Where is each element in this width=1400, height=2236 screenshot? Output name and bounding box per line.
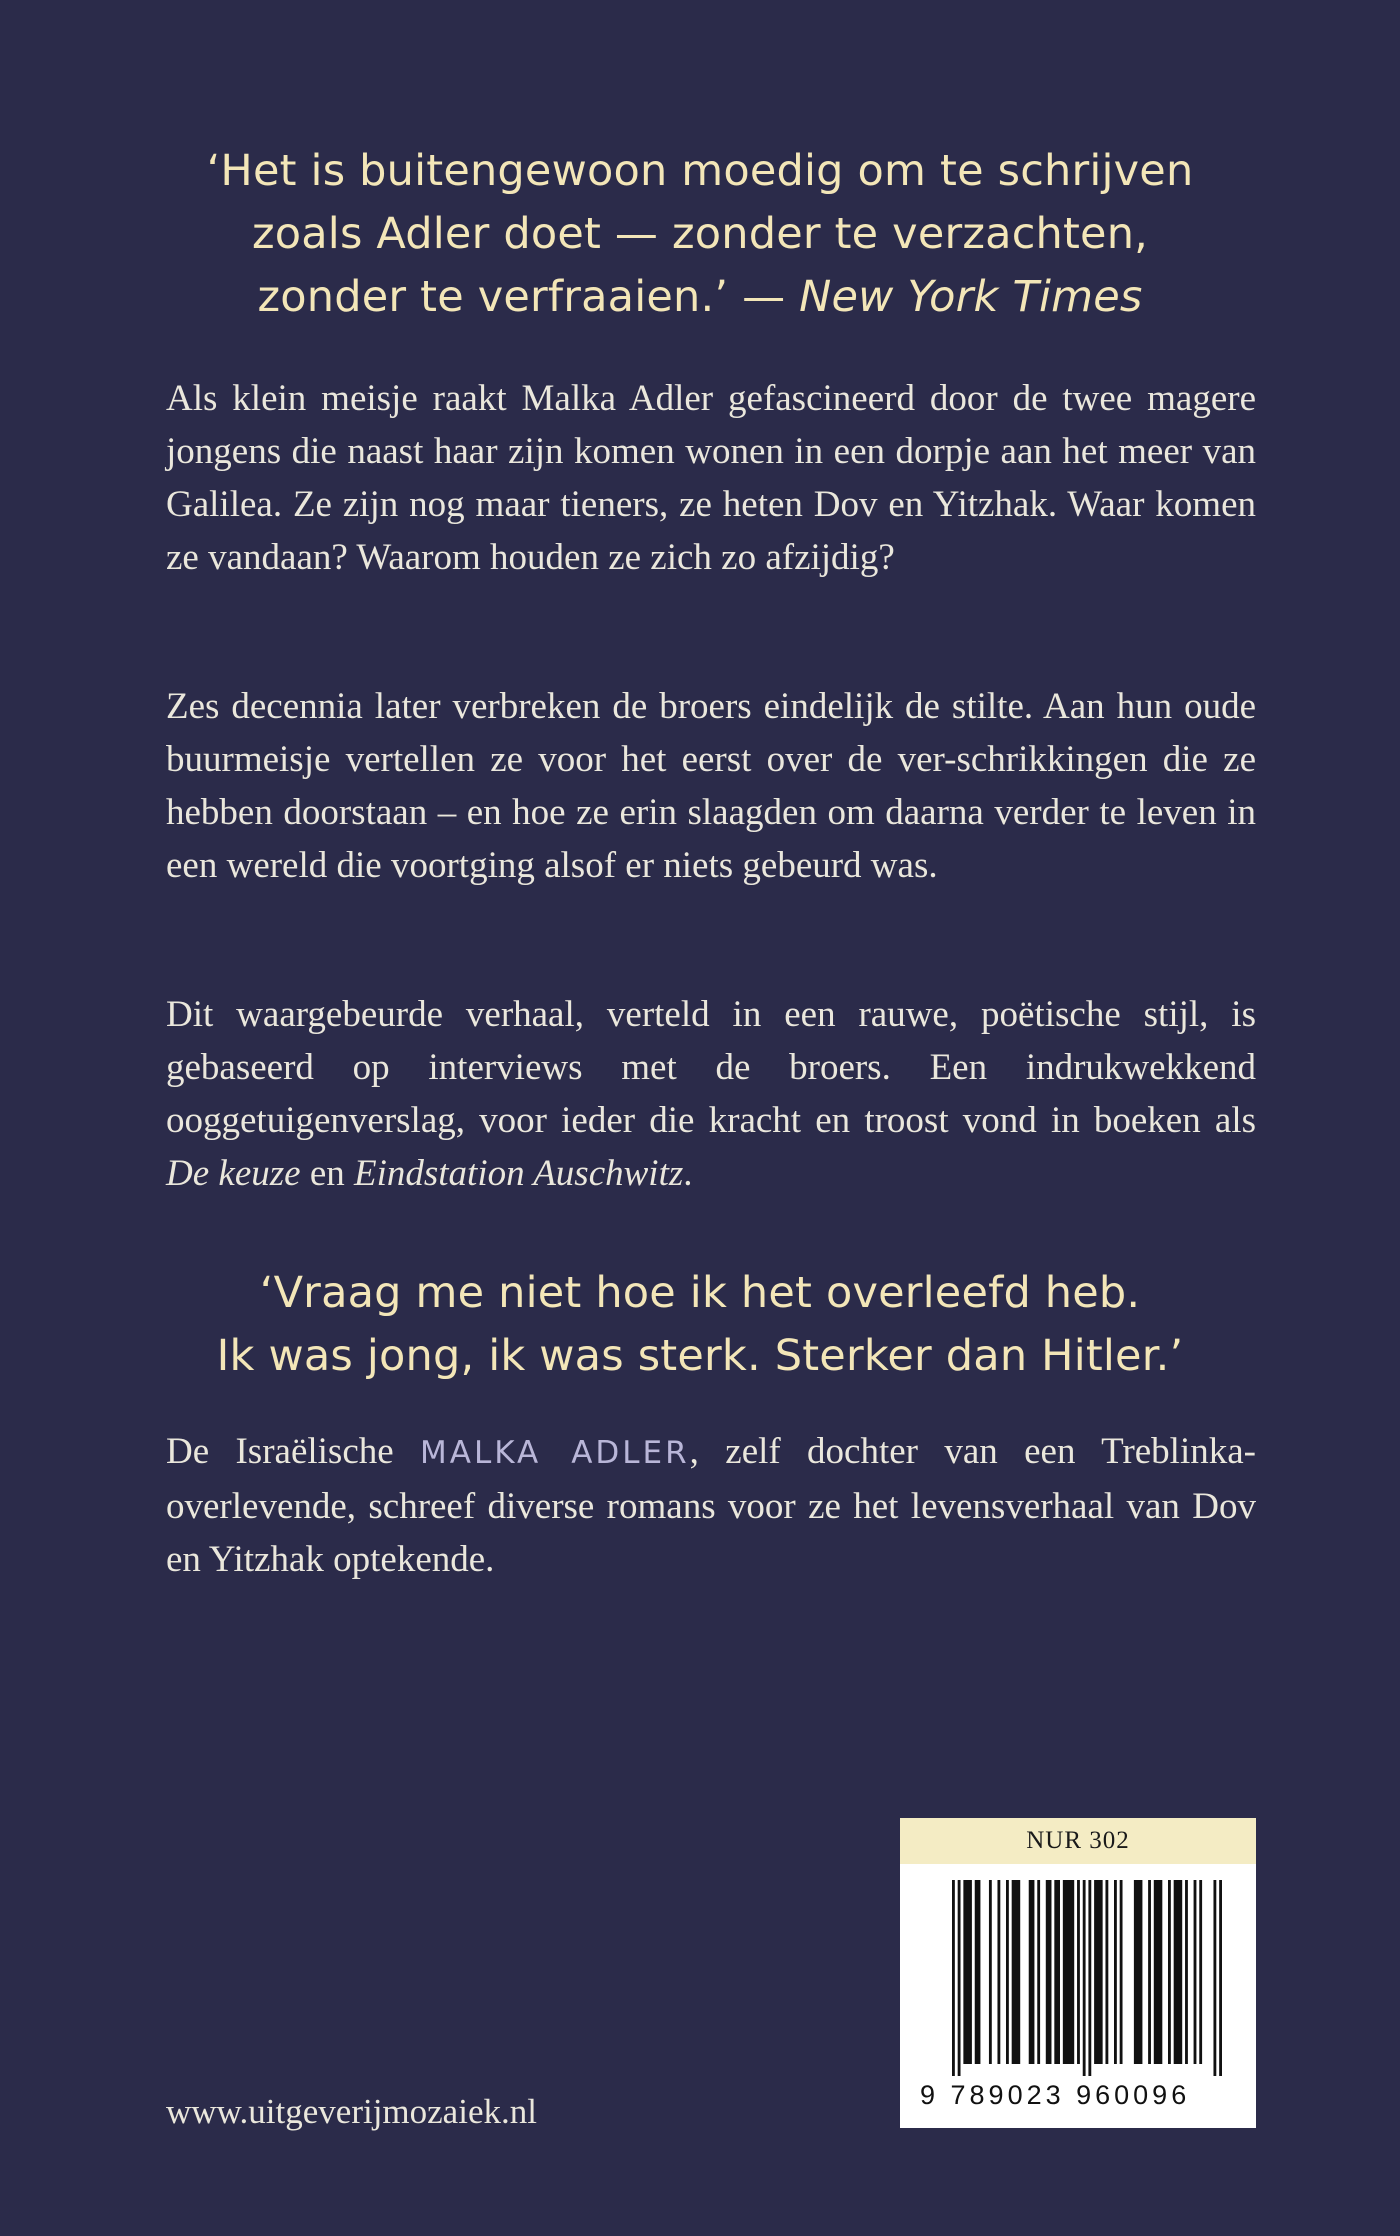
blurb-paragraph-3-text: Dit waargebeurde verhaal, verteld in een rauwe, poëtische stijl, is gebaseerd op interviews met de broers. Een indrukwekkend ooggetuigenverslag, voor ieder die kracht en troost vond in boeken als xyxy=(166,994,1256,1141)
blurb-paragraph-3-end: . xyxy=(683,1153,693,1194)
isbn-number: 9 789023 960096 xyxy=(920,2080,1191,2110)
barcode-bar xyxy=(1194,1880,1197,2064)
review-quote-line-3 xyxy=(120,266,1280,329)
publisher-website[interactable]: www.uitgeverijmozaiek.nl xyxy=(166,2092,537,2131)
barcode-bar xyxy=(1168,1880,1171,2064)
barcode-bar xyxy=(1199,1880,1202,2064)
review-quote xyxy=(120,140,1280,329)
barcode-box xyxy=(900,1818,1256,2128)
book-title-eindstation-auschwitz: Eindstation Auschwitz xyxy=(354,1153,684,1194)
barcode-bars xyxy=(952,1880,1222,2076)
barcode-bar xyxy=(1120,1880,1123,2064)
barcode-bar xyxy=(1088,1880,1091,2076)
barcode-bar xyxy=(952,1880,955,2076)
review-quote-line-2: zoals Adler doet — zonder te verzachten, xyxy=(251,209,1149,259)
barcode-bar xyxy=(958,1880,961,2076)
author-name: MALKA ADLER xyxy=(420,1435,690,1471)
blurb-paragraph-2: Zes decennia later verbreken de broers eindelijk de stilte. Aan hun oude buurmeisje vertellen ze voor het eerst over de ver-schrikkingen die ze hebben doorstaan – en hoe ze erin slaagden om daarna verder te leven in een wereld die voortging alsof er niets gebeurd was. xyxy=(166,686,1256,886)
review-quote-line-1: ‘Het is buitengewoon moedig om te schrijven xyxy=(206,146,1194,196)
survivor-quote-line-1: ‘Vraag me niet hoe ik het overleefd heb. xyxy=(259,1268,1141,1318)
barcode-bar xyxy=(1174,1880,1183,2064)
barcode-bar xyxy=(1185,1880,1188,2064)
barcode-bar xyxy=(1154,1880,1163,2064)
barcode-bar xyxy=(1029,1880,1035,2064)
barcode-bar xyxy=(1063,1880,1074,2064)
barcode-bar xyxy=(1083,1880,1086,2076)
barcode-bar xyxy=(997,1880,1000,2064)
review-quote-line-3-text: zonder te verfraaien.’ — xyxy=(257,272,800,322)
barcode-bar xyxy=(1046,1880,1052,2064)
review-quote-source: New York Times xyxy=(799,272,1143,322)
blurb-paragraph-3-conjunction: en xyxy=(300,1153,354,1194)
barcode-bar xyxy=(963,1880,972,2064)
barcode-bar xyxy=(1105,1880,1108,2064)
barcode-bar xyxy=(1219,1880,1222,2076)
barcode-bar xyxy=(1054,1880,1060,2064)
survivor-quote xyxy=(120,1262,1280,1388)
barcode-bar xyxy=(1077,1880,1080,2064)
barcode-bar xyxy=(1114,1880,1117,2064)
author-bio-text: , zelf dochter van een Treblinka-overlevende, schreef diverse romans voor ze het levensverhaal van Dov en Yitzhak optekende. xyxy=(166,1431,1256,1580)
barcode-bar xyxy=(1006,1880,1009,2064)
author-bio-intro: De Israëlische xyxy=(166,1431,421,1472)
barcode-bar xyxy=(1134,1880,1143,2064)
book-title-de-keuze: De keuze xyxy=(166,1153,301,1194)
barcode-bar xyxy=(1012,1880,1021,2064)
barcode-bar xyxy=(1037,1880,1040,2064)
barcode-bar xyxy=(1213,1880,1216,2076)
barcode-bar xyxy=(975,1880,981,2064)
author-bio xyxy=(166,1425,1256,1586)
blurb-paragraph-1: Als klein meisje raakt Malka Adler gefascineerd door de twee magere jongens die naast haar zijn komen wonen in een dorpje aan het meer van Galilea. Ze zijn nog maar tieners, ze heten Dov en Yitzhak. Waar komen ze vandaan? Waarom houden ze zich zo afzijdig? xyxy=(166,378,1256,578)
barcode-bar xyxy=(1148,1880,1151,2064)
survivor-quote-line-2: Ik was jong, ik was sterk. Sterker dan Hitler.’ xyxy=(216,1331,1184,1381)
barcode-bar xyxy=(989,1880,992,2064)
nur-code: NUR 302 xyxy=(900,1818,1256,1864)
blurb-paragraph-3 xyxy=(166,988,1256,1200)
barcode-bar xyxy=(1094,1880,1103,2064)
